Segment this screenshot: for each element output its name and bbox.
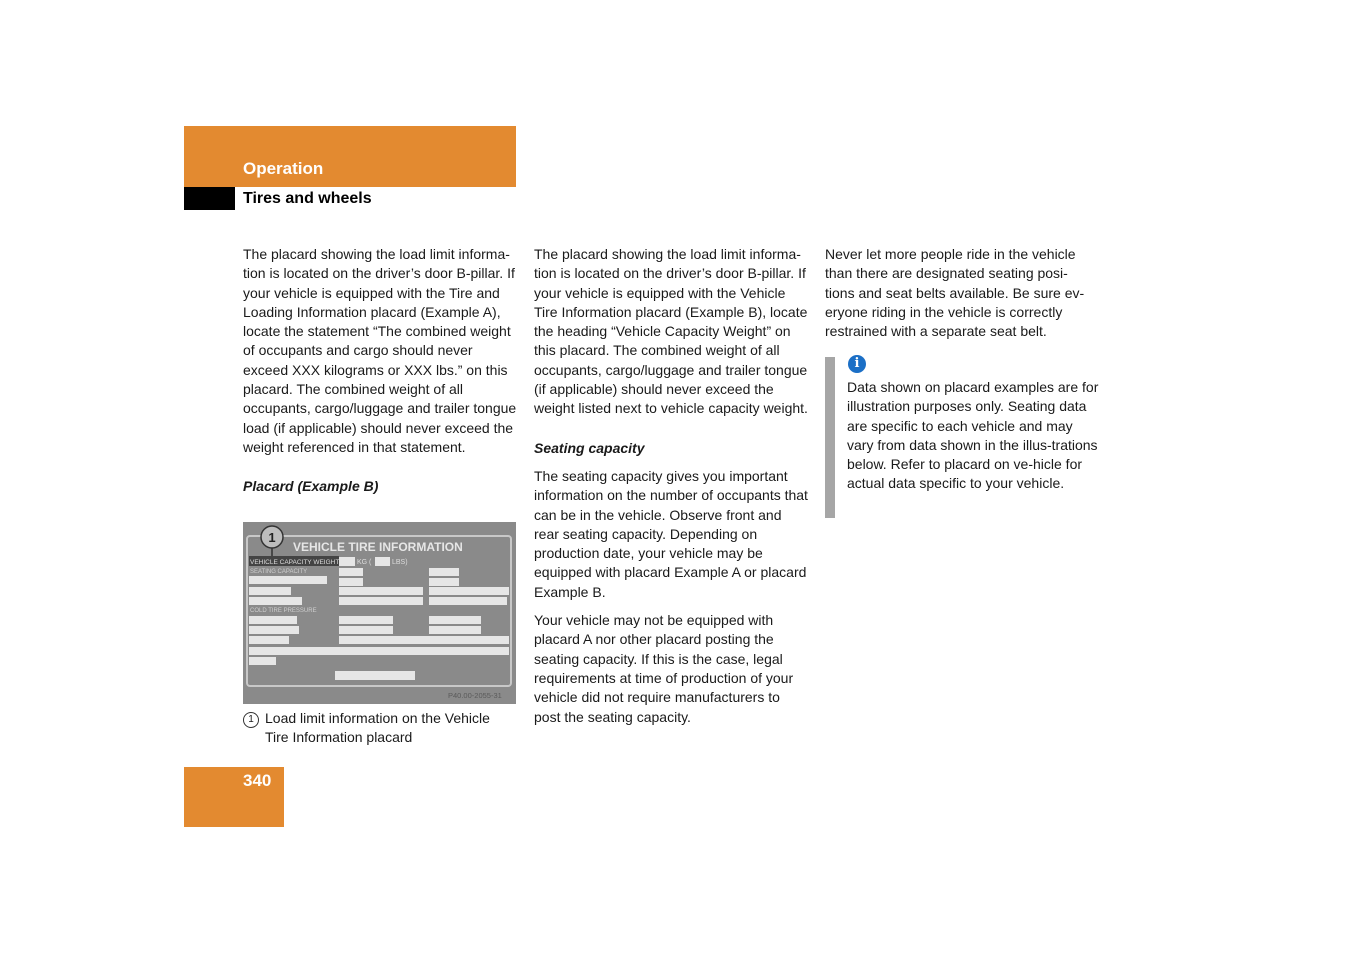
note-text: Data shown on placard examples are for illustration purposes only. Seating data are specific to each vehicle and may vary from data shown in the illus-trations below. Refer to placard on ve-hicle for actual data specific to your vehicle.: [847, 379, 1099, 492]
col2-paragraph-2: The seating capacity gives you important information on the number of occupants that can be in the vehicle. Observe front and rear seating capacity. Depending on production date, your vehicle may be equipped with placard Example A or placard Example B.: [534, 467, 808, 600]
placard-figure: [243, 522, 516, 704]
placard-illustration: [243, 522, 516, 704]
placard-code: P40.00-2055-31: [448, 691, 502, 700]
section-title: Operation: [243, 159, 324, 178]
figure-heading: Placard (Example B): [243, 478, 379, 495]
caption-text: Load limit information on the Vehicle Tire Information placard: [265, 710, 490, 746]
caption-number: 1: [243, 712, 259, 728]
col2-paragraph-3: Your vehicle may not be equipped with placard A nor other placard posting the seating capacity. If this is the case, legal requirements at time of production of your vehicle did not require manufacturers to post the seating capacity.: [534, 612, 794, 725]
col2-paragraph-1: The placard showing the load limit informa-tion is located on the driver’s door B-pillar. If your vehicle is equipped with the Vehicle Tire Information placard (Example B), locate the heading “Vehicle Capacity Weight” on this placard. The combined weight of all occupants, cargo/luggage and trailer tongue (if applicable) should never exceed the weight listed next to vehicle capacity weight.: [534, 246, 808, 417]
note-bar: [825, 357, 835, 518]
unit-lbs-label: LBS): [392, 559, 408, 566]
cold-tire-pressure-label: COLD TIRE PRESSURE: [250, 608, 317, 614]
page-number: 340: [243, 771, 272, 790]
subsection-title: Tires and wheels: [243, 190, 372, 207]
col3-paragraph-1: Never let more people ride in the vehicle than there are designated seating posi-tions and seat belts available. Be sure ev-eryone riding in the vehicle is correctly restrained with a separate seat belt.: [825, 246, 1085, 340]
figure-caption: [243, 709, 519, 748]
info-icon: i: [848, 355, 866, 373]
section-header-band: [184, 126, 516, 187]
seating-capacity-heading: Seating capacity: [534, 439, 645, 456]
col1-paragraph-1: The placard showing the load limit informa-tion is located on the driver’s door B-pillar. If your vehicle is equipped with the Tire and Loading Information placard (Example A), locate the statement “The combined weight of occupants and cargo should never exceed XXX kilograms or XXX lbs.” on this placard. The combined weight of all occupants, cargo/luggage and trailer tongue load (if applicable) should never exceed the weight referenced in that statement.: [243, 246, 517, 455]
column-1: [243, 245, 519, 497]
callout-number: 1: [268, 530, 276, 545]
column-2: [534, 245, 810, 727]
column-3: [825, 245, 1097, 341]
capacity-weight-label: VEHICLE CAPACITY WEIGHT: [250, 559, 340, 566]
subsection-marker: [184, 187, 235, 210]
placard-title: VEHICLE TIRE INFORMATION: [293, 540, 463, 554]
unit-kg-label: KG (: [357, 559, 372, 566]
seating-capacity-label: SEATING CAPACITY: [250, 569, 308, 575]
